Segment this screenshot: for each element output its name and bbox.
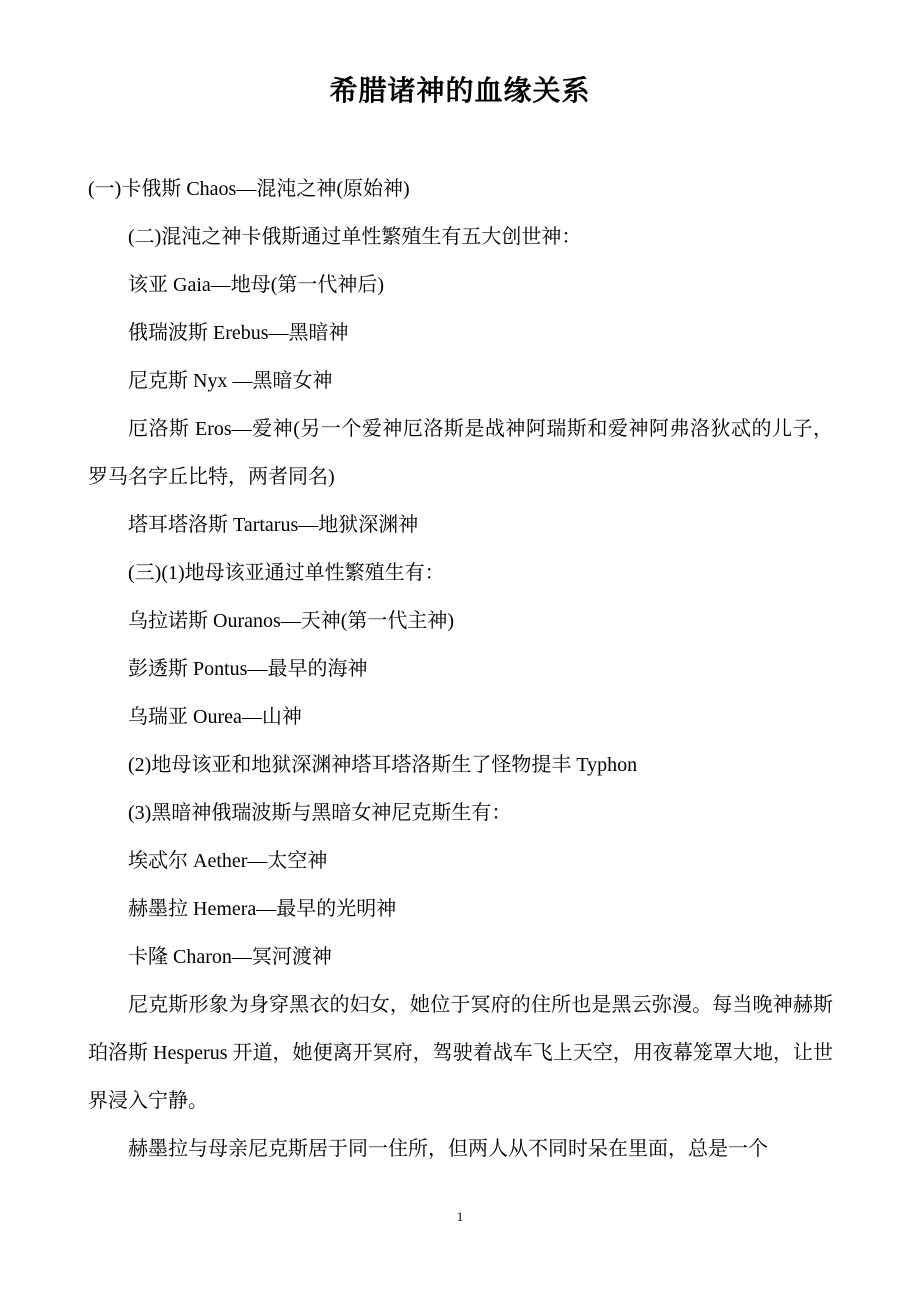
document-body xyxy=(88,165,833,1173)
paragraph-five-creators: (二)混沌之神卡俄斯通过单性繁殖生有五大创世神： xyxy=(128,226,582,248)
paragraph-charon: 卡隆 Charon—冥河渡神 xyxy=(128,946,332,968)
document-title: 希腊诸神的血缘关系 xyxy=(329,76,591,107)
paragraph-nyx-description: 尼克斯形象为身穿黑衣的妇女，她位于冥府的住所也是黑云弥漫。每当晚神赫斯珀洛斯 Hesperus 开道，她便离开冥府，驾驶着战车飞上天空，用夜幕笼罩大地，让世界浸入宁静。 xyxy=(88,994,833,1112)
paragraph-ouranos: 乌拉诺斯 Ouranos—天神(第一代主神) xyxy=(128,610,455,632)
paragraph-gaia-children: (三)(1)地母该亚通过单性繁殖生有： xyxy=(128,562,445,584)
paragraph-tartarus: 塔耳塔洛斯 Tartarus—地狱深渊神 xyxy=(128,514,419,536)
paragraph-pontus: 彭透斯 Pontus—最早的海神 xyxy=(128,658,368,680)
paragraph-typhon: (2)地母该亚和地狱深渊神塔耳塔洛斯生了怪物提丰 Typhon xyxy=(128,754,638,776)
paragraph-hemera-description: 赫墨拉与母亲尼克斯居于同一住所，但两人从不同时呆在里面，总是一个 xyxy=(128,1138,768,1160)
page-number: 1 xyxy=(456,1209,464,1224)
paragraph-erebus: 俄瑞波斯 Erebus—黑暗神 xyxy=(128,322,349,344)
paragraph-chaos: (一)卡俄斯 Chaos—混沌之神(原始神) xyxy=(88,178,410,200)
paragraph-ourea: 乌瑞亚 Ourea—山神 xyxy=(128,706,302,728)
paragraph-eros: 厄洛斯 Eros—爱神(另一个爱神厄洛斯是战神阿瑞斯和爱神阿弗洛狄忒的儿子，罗马名字丘比特，两者同名) xyxy=(88,418,833,488)
paragraph-aether: 埃忒尔 Aether—太空神 xyxy=(128,850,328,872)
paragraph-hemera: 赫墨拉 Hemera—最早的光明神 xyxy=(128,898,397,920)
paragraph-gaia: 该亚 Gaia—地母(第一代神后) xyxy=(128,274,385,296)
paragraph-erebus-nyx-children: (3)黑暗神俄瑞波斯与黑暗女神尼克斯生有： xyxy=(128,802,512,824)
paragraph-nyx: 尼克斯 Nyx —黑暗女神 xyxy=(128,370,333,392)
